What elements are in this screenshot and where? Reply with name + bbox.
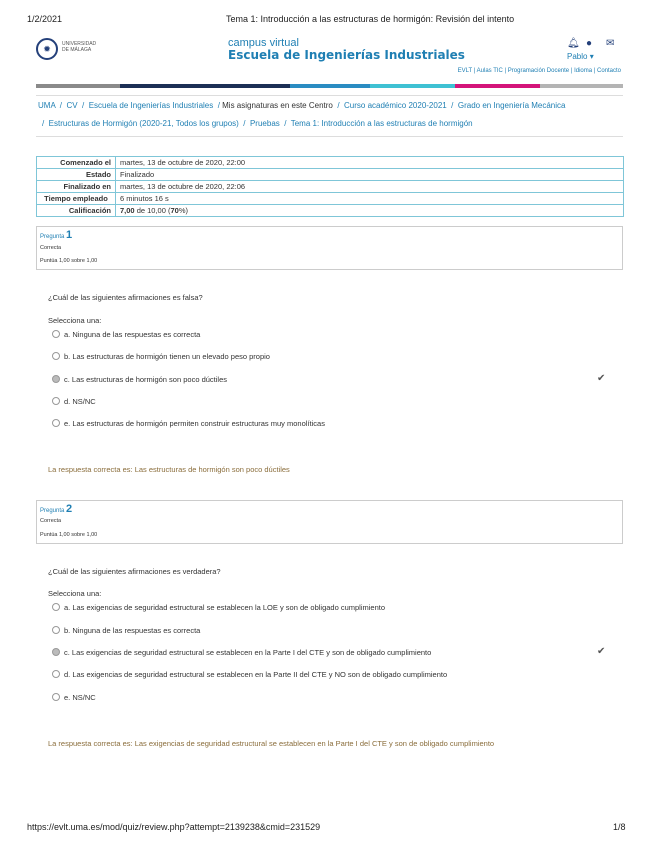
crumb-mis-asignaturas: Mis asignaturas en este Centro	[222, 101, 333, 110]
question-label-2	[40, 503, 72, 515]
summary-key: Comenzado el	[37, 157, 116, 169]
radio-icon[interactable]	[52, 397, 60, 405]
summary-value: martes, 13 de octubre de 2020, 22:00	[116, 157, 624, 169]
print-url: https://evlt.uma.es/mod/quiz/review.php?attempt=2139238&cmid=231529	[27, 822, 321, 832]
user-name: Pablo	[567, 52, 588, 61]
question-info-2	[36, 500, 623, 544]
radio-selected-icon[interactable]	[52, 375, 60, 383]
school-title[interactable]: Escuela de Ingenierías Industriales	[228, 48, 465, 62]
breadcrumb-line-2: / Estructuras de Hormigón (2020-21, Todos los grupos) / Pruebas / Tema 1: Introducción a las estructuras de hormigón	[42, 119, 473, 128]
question-status-1: Correcta	[40, 245, 62, 251]
question-word: Pregunta	[40, 234, 65, 240]
summary-value: martes, 13 de octubre de 2020, 22:06	[116, 181, 624, 193]
table-row	[37, 181, 624, 193]
crumb-curso[interactable]: Curso académico 2020-2021	[344, 101, 447, 110]
option-2e[interactable]	[52, 693, 96, 702]
option-label: b. Ninguna de las respuestas es correcta	[64, 626, 201, 635]
summary-value	[116, 205, 624, 217]
color-bar-4	[370, 84, 455, 88]
attempt-summary-table	[36, 156, 624, 217]
question-status-2: Correcta	[40, 518, 62, 524]
link-programacion[interactable]: Programación Docente	[507, 68, 570, 74]
option-label: d. NS/NC	[64, 397, 96, 406]
option-2b[interactable]	[52, 626, 200, 635]
question-word: Pregunta	[40, 508, 65, 514]
summary-key: Finalizado en	[37, 181, 116, 193]
radio-icon[interactable]	[52, 419, 60, 427]
question-info-1	[36, 226, 623, 270]
summary-value: Finalizado	[116, 169, 624, 181]
check-icon: ✔	[597, 373, 606, 384]
radio-icon[interactable]	[52, 626, 60, 634]
option-label: a. Las exigencias de seguridad estructural se establecen la LOE y son de obligado cumplimiento	[64, 603, 386, 612]
color-bar-2	[120, 84, 290, 88]
option-2c[interactable]	[52, 648, 431, 657]
grade-max: de 10,00 (	[134, 206, 171, 215]
question-label-1	[40, 229, 72, 241]
option-1b[interactable]	[52, 352, 270, 361]
option-label: a. Ninguna de las respuestas es correcta	[64, 330, 201, 339]
color-bar-1	[36, 84, 120, 88]
top-links: EVLT | Aulas TIC | Programación Docente | Idioma | Contacto	[457, 68, 621, 74]
crumb-asignatura[interactable]: Estructuras de Hormigón (2020-21, Todos los grupos)	[48, 119, 239, 128]
correct-answer-2: La respuesta correcta es: Las exigencias de seguridad estructural se establecen en la Parte I del CTE y son de obligado cumplimiento	[48, 739, 495, 748]
radio-selected-icon[interactable]	[52, 648, 60, 656]
radio-icon[interactable]	[52, 603, 60, 611]
mail-icon[interactable]: ✉	[606, 38, 615, 49]
option-label: e. Las estructuras de hormigón permiten construir estructuras muy monolíticas	[64, 419, 325, 428]
university-name: UNIVERSIDAD DE MÁLAGA	[62, 41, 97, 53]
crumb-grado[interactable]: Grado en Ingeniería Mecánica	[457, 101, 566, 110]
crumb-uma[interactable]: UMA	[38, 101, 56, 110]
table-row	[37, 193, 624, 205]
option-label: e. NS/NC	[64, 693, 96, 702]
option-label: b. Las estructuras de hormigón tienen un elevado peso propio	[64, 352, 270, 361]
option-2d[interactable]	[52, 670, 447, 679]
summary-key: Estado	[37, 169, 116, 181]
option-label: c. Las estructuras de hormigón son poco dúctiles	[64, 375, 228, 384]
table-row	[37, 157, 624, 169]
print-title: Tema 1: Introducción a las estructuras de hormigón: Revisión del intento	[226, 14, 515, 24]
crumb-cv[interactable]: CV	[66, 101, 78, 110]
user-menu[interactable]	[567, 52, 594, 61]
bell-icon[interactable]: 🔔︎	[567, 38, 580, 49]
university-logo[interactable]: ✹	[36, 38, 58, 60]
link-contacto[interactable]: Contacto	[596, 68, 621, 74]
link-idioma[interactable]: Idioma	[574, 68, 593, 74]
select-prompt-1: Selecciona una:	[48, 316, 102, 325]
link-evlt[interactable]: EVLT	[457, 68, 473, 74]
grade-end: %)	[178, 206, 188, 215]
correct-answer-1: La respuesta correcta es: Las estructuras de hormigón son poco dúctiles	[48, 465, 290, 474]
option-label: d. Las exigencias de seguridad estructural se establecen en la Parte II del CTE y NO son de obligado cumplimiento	[64, 670, 448, 679]
print-date: 1/2/2021	[27, 14, 63, 24]
check-icon: ✔	[597, 646, 606, 657]
summary-key: Tiempo empleado	[37, 193, 116, 205]
select-prompt-2: Selecciona una:	[48, 589, 102, 598]
question-number: 1	[66, 229, 73, 241]
grade-value: 7,00	[120, 206, 135, 215]
summary-key: Calificación	[37, 205, 116, 217]
color-bar-3	[290, 84, 370, 88]
print-page: 1/8	[613, 822, 626, 832]
crumb-tema[interactable]: Tema 1: Introducción a las estructuras de hormigón	[290, 119, 473, 128]
crumb-escuela[interactable]: Escuela de Ingenierías Industriales	[88, 101, 214, 110]
breadcrumb-line-1: UMA / CV / Escuela de Ingenierías Industriales / Mis asignaturas en este Centro / Curso académico 2020-2021 / Grado en Ingeniería Mecánica	[38, 101, 566, 110]
radio-icon[interactable]	[52, 330, 60, 338]
color-bar-6	[540, 84, 623, 88]
option-1a[interactable]	[52, 330, 200, 339]
radio-icon[interactable]	[52, 352, 60, 360]
question-score-1: Puntúa 1,00 sobre 1,00	[40, 258, 98, 264]
option-1d[interactable]	[52, 397, 96, 406]
option-2a[interactable]	[52, 603, 385, 612]
chat-icon[interactable]: ●	[586, 38, 593, 49]
table-row	[37, 169, 624, 181]
color-bar-5	[455, 84, 540, 88]
option-1c[interactable]	[52, 375, 227, 384]
summary-value: 6 minutos 16 s	[116, 193, 624, 205]
option-label: c. Las exigencias de seguridad estructural se establecen en la Parte I del CTE y son de obligado cumplimiento	[64, 648, 432, 657]
question-score-2: Puntúa 1,00 sobre 1,00	[40, 532, 98, 538]
link-aulas-tic[interactable]: Aulas TIC	[476, 68, 503, 74]
caret-down-icon: ▾	[589, 52, 594, 61]
question-number: 2	[66, 503, 73, 515]
question-text-2: ¿Cuál de las siguientes afirmaciones es verdadera?	[48, 567, 221, 576]
radio-icon[interactable]	[52, 693, 60, 701]
campus-title[interactable]: campus virtual	[228, 37, 299, 49]
crumb-pruebas[interactable]: Pruebas	[249, 119, 280, 128]
grade-percent: 70	[170, 206, 179, 215]
table-row	[37, 205, 624, 217]
radio-icon[interactable]	[52, 670, 60, 678]
question-text-1: ¿Cuál de las siguientes afirmaciones es falsa?	[48, 293, 203, 302]
option-1e[interactable]	[52, 419, 325, 428]
